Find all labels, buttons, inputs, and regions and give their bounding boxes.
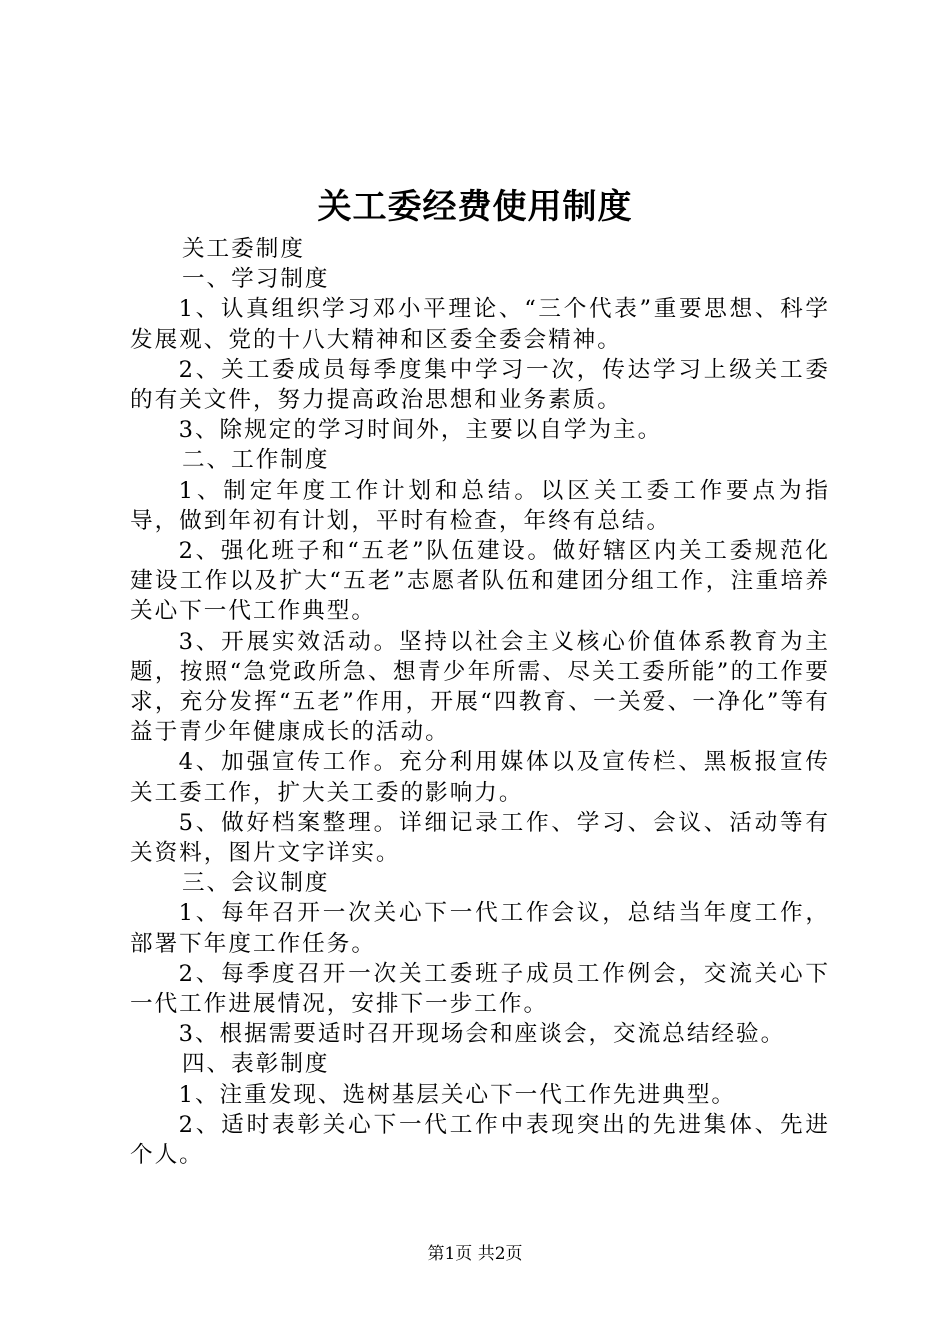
document-body [130, 234, 830, 1170]
document-title: 关工委经费使用制度 [317, 187, 633, 227]
paragraph: 5、做好档案整理。详细记录工作、学习、会议、活动等有关资料，图片文字详实。 [130, 809, 830, 867]
paragraph: 3、根据需要适时召开现场会和座谈会，交流总结经验。 [178, 1021, 786, 1048]
paragraph: 3、除规定的学习时间外，主要以自学为主。 [178, 417, 663, 444]
paragraph: 1、注重发现、选树基层关心下一代工作先进典型。 [178, 1081, 737, 1108]
section-heading: 一、学习制度 [181, 266, 330, 293]
section-heading: 二、工作制度 [181, 447, 330, 474]
paragraph: 1、认真组织学习邓小平理论、“三个代表”重要思想、科学发展观、党的十八大精神和区委全委会精神。 [130, 296, 830, 353]
paragraph: 2、关工委成员每季度集中学习一次，传达学习上级关工委的有关文件，努力提高政治思想和业务素质。 [130, 356, 830, 414]
paragraph: 1、每年召开一次关心下一代工作会议，总结当年度工作，部署下年度工作任务。 [130, 900, 830, 957]
paragraph: 4、加强宣传工作。充分利用媒体以及宣传栏、黑板报宣传关工委工作，扩大关工委的影响力。 [130, 749, 830, 806]
page-footer: 第1页 共2页 [427, 1244, 523, 1264]
section-heading: 四、表彰制度 [181, 1051, 330, 1078]
paragraph: 2、强化班子和“五老”队伍建设。做好辖区内关工委规范化建设工作以及扩大“五老”志愿者队伍和建团分组工作，注重培养关心下一代工作典型。 [130, 538, 830, 625]
paragraph: 3、开展实效活动。坚持以社会主义核心价值体系教育为主题，按照“急党政所急、想青少年所需、尽关工委所能”的工作要求，充分发挥“五老”作用，开展“四教育、一关爱、一净化”等有益于青少年健康成长的活动。 [130, 628, 830, 746]
section-heading: 关工委制度 [181, 236, 305, 262]
paragraph: 2、适时表彰关心下一代工作中表现突出的先进集体、先进个人。 [130, 1111, 830, 1169]
paragraph: 1、制定年度工作计划和总结。以区关工委工作要点为指导，做到年初有计划，平时有检查，年终有总结。 [130, 477, 830, 534]
section-heading: 三、会议制度 [181, 870, 330, 897]
paragraph: 2、每季度召开一次关工委班子成员工作例会，交流关心下一代工作进展情况，安排下一步工作。 [130, 960, 830, 1018]
